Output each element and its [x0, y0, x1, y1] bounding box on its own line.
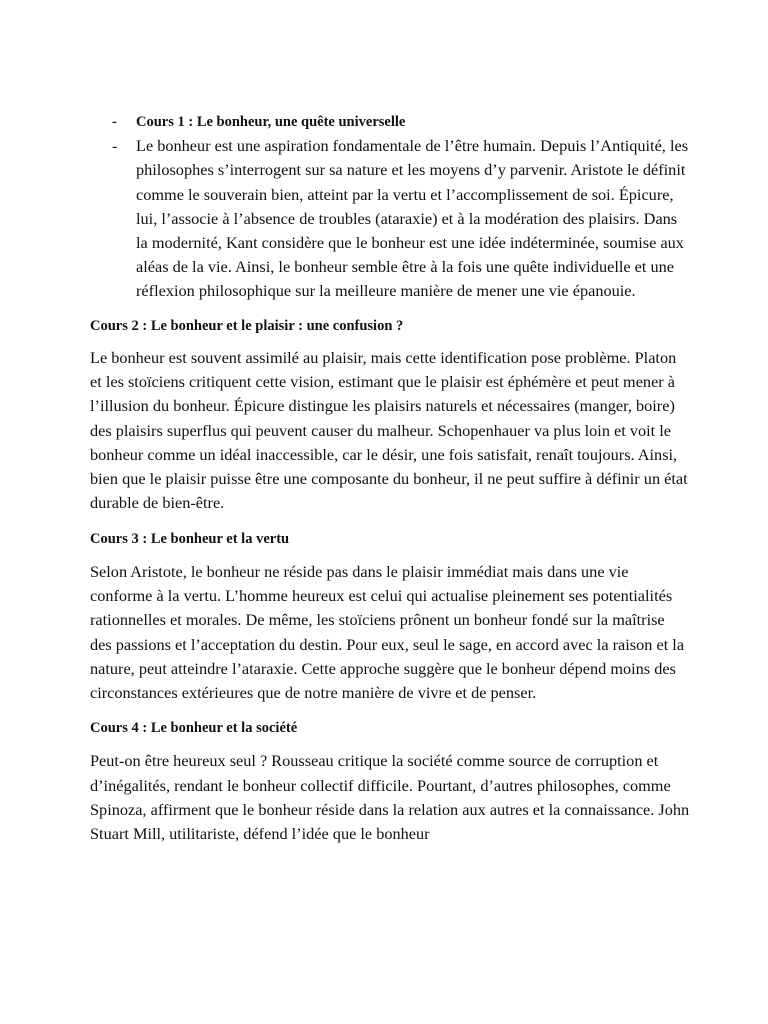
course-4-heading: Cours 4 : Le bonheur et la société — [90, 720, 298, 737]
course-2-paragraph: Le bonheur est souvent assimilé au plaisir, mais cette identification pose problème. Platon et les stoïciens critiquent cette vision, estimant que le plaisir est éphémère et peut mener à l’illusion du bonheur. Épicure distingue les plaisirs naturels et nécessaires (manger, boire) des plaisirs superflus qui peuvent causer du malheur. Schopenhauer va plus loin et voit le bonheur comme un idéal inaccessible, car le désir, une fois satisfait, renaît toujours. Ainsi, bien que le plaisir puisse être une composante du bonheur, il ne peut suffire à définir un état durable de bien-être. — [90, 347, 688, 513]
course-4-paragraph: Peut-on être heureux seul ? Rousseau critique la société comme source de corruption et d’inégalités, rendant le bonheur collectif difficile. Pourtant, d’autres philosophes, comme Spinoza, affirment que le bonheur réside dans la relation aux autres et la connaissance. John Stuart Mill, utilitariste, défend l’idée que le bonheur — [90, 751, 690, 844]
course-3-paragraph: Selon Aristote, le bonheur ne réside pas dans le plaisir immédiat mais dans une vie conforme à la vertu. L’homme heureux est celui qui actualise pleinement ses potentialités rationnelles et morales. De même, les stoïciens prônent un bonheur fondé sur la maîtrise des passions et l’acceptation du destin. Pour eux, seul le sage, en accord avec la raison et la nature, peut atteindre l’ataraxie. Cette approche suggère que le bonheur dépend moins des circonstances extérieures que de notre manière de vivre et de penser. — [90, 561, 685, 703]
bullet-item-course-1-body — [90, 134, 690, 303]
bullet-dash: - — [112, 114, 117, 130]
bullet-dash: - — [112, 136, 118, 156]
bullet-item-course-1-title — [90, 110, 690, 134]
course-2-heading: Cours 2 : Le bonheur et le plaisir : une confusion ? — [90, 317, 404, 334]
document-page — [90, 110, 690, 847]
intro-bullet-list — [90, 110, 690, 304]
course-1-heading: Cours 1 : Le bonheur, une quête universelle — [136, 114, 406, 130]
course-3-heading: Cours 3 : Le bonheur et la vertu — [90, 530, 290, 547]
course-1-paragraph: Le bonheur est une aspiration fondamentale de l’être humain. Depuis l’Antiquité, les philosophes s’interrogent sur sa nature et les moyens d’y parvenir. Aristote le définit comme le souverain bien, atteint par la vertu et l’accomplissement de soi. Épicure, lui, l’associe à l’absence de troubles (ataraxie) et à la modération des plaisirs. Dans la modernité, Kant considère que le bonheur est une idée indéterminée, soumise aux aléas de la vie. Ainsi, le bonheur semble être à la fois une quête individuelle et une réflexion philosophique sur la meilleure manière de mener une vie épanouie. — [136, 136, 689, 301]
